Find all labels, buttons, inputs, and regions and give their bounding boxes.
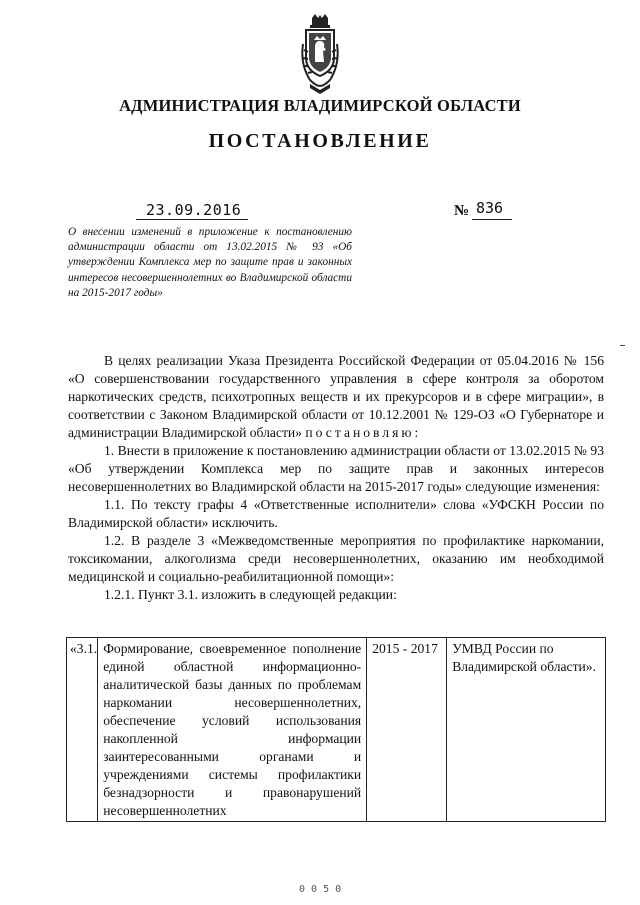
table-row xyxy=(67,638,606,822)
measures-table xyxy=(66,637,606,822)
document-subject: О внесении изменений в приложение к постановлению администрации области от 13.02.2015 № 93 «Об утверждении Комплекса мер по защите прав и законных интересов несовершеннолетних во Владимирской области на 2015-2017 годы» xyxy=(68,226,352,299)
item-1-2-1: 1.2.1. Пункт 3.1. изложить в следующей редакции: xyxy=(104,587,397,602)
row-number: «3.1. xyxy=(67,638,98,822)
organization-name: АДМИНИСТРАЦИЯ ВЛАДИМИРСКОЙ ОБЛАСТИ xyxy=(119,96,521,115)
item-1-1: 1.1. По тексту графы 4 «Ответственные исполнители» слова «УФСКН России по Владимирской области» исключить. xyxy=(68,497,604,530)
decree-word: постановляю: xyxy=(305,425,422,440)
row-responsible: УМВД России по Владимирской области». xyxy=(447,638,606,822)
number-label: № xyxy=(454,203,470,219)
item-1-2: 1.2. В разделе 3 «Межведомственные мероприятия по профилактике наркомании, токсикомании, алкоголизма среди несовершеннолетних, оказанию им необходимой медицинской и социально-реабилитационной помощи»: xyxy=(68,533,604,584)
document-number: 836 xyxy=(476,199,504,217)
number-underline xyxy=(472,219,512,220)
row-period: 2015 - 2017 xyxy=(367,638,447,822)
date-underline xyxy=(136,219,248,220)
coat-of-arms-icon xyxy=(300,14,340,94)
document-body xyxy=(68,352,604,604)
row-activity: Формирование, своевременное пополнение единой областной информационно-аналитической базы данных по проблемам наркомании несовершеннолетних, обеспечение условий использования накопленной информации заинтересованными органами и учреждениями системы профилактики безнадзорности и правонарушений несовершеннолетних xyxy=(98,638,367,822)
preamble-paragraph xyxy=(68,352,604,442)
item-1: 1. Внести в приложение к постановлению администрации области от 13.02.2015 № 93 «Об утверждении Комплекса мер по защите прав и законных интересов несовершеннолетних во Владимирской области на 2015-2017 годы» следующие изменения: xyxy=(68,443,604,494)
document-type: ПОСТАНОВЛЕНИЕ xyxy=(208,130,432,152)
document-date: 23.09.2016 xyxy=(146,201,242,219)
footer-stamp: 0 0 5 0 xyxy=(299,884,342,895)
preamble-text: В целях реализации Указа Президента Российской Федерации от 05.04.2016 № 156 «О совершенствовании государственного управления в сфере контроля за оборотом наркотических средств, психотропных веществ и их прекурсоров и в сфере миграции», в соответствии с Законом Владимирской области от 10.12.2001 № 129-ОЗ «О Губернаторе и администрации Владимирской области» xyxy=(68,353,604,440)
margin-mark xyxy=(620,345,625,346)
